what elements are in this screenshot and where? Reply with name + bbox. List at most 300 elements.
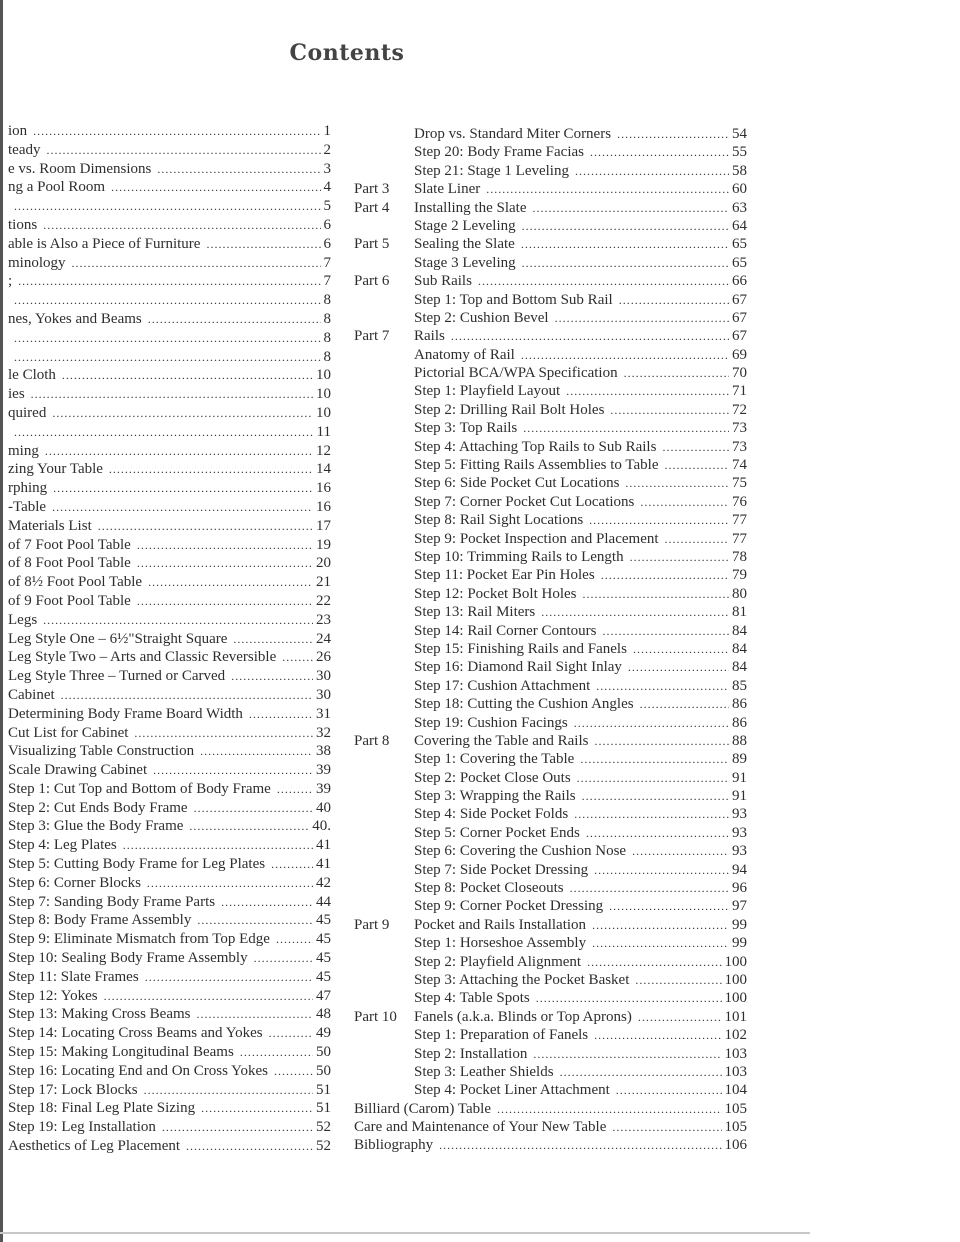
dot-leader <box>162 1118 313 1137</box>
page-number: 106 <box>724 1137 747 1154</box>
dot-leader <box>665 530 729 548</box>
toc-entry <box>354 474 747 492</box>
dot-leader <box>536 989 722 1007</box>
page-number: 52 <box>316 1138 331 1155</box>
toc-entry <box>354 640 747 658</box>
entry-title: Step 3: Wrapping the Rails <box>414 788 576 805</box>
page-number: 66 <box>732 273 747 290</box>
entry-title: quired <box>8 404 47 421</box>
entry-title: teady <box>8 141 41 158</box>
toc-entry <box>354 897 747 915</box>
toc-right-column <box>354 125 747 1155</box>
entry-title: Step 11: Slate Frames <box>8 968 139 985</box>
dot-leader <box>560 1063 722 1081</box>
entry-title: Step 11: Pocket Ear Pin Holes <box>414 567 595 584</box>
page-number: 30 <box>316 686 331 703</box>
toc-entry <box>8 611 331 630</box>
entry-title: minology <box>8 254 66 271</box>
entry-title: Step 5: Fitting Rails Assemblies to Table <box>414 457 659 474</box>
dot-leader <box>18 272 320 291</box>
page-number: 99 <box>732 935 747 952</box>
entry-title: Step 6: Side Pocket Cut Locations <box>414 475 620 492</box>
dot-leader <box>630 548 729 566</box>
dot-leader <box>522 254 729 272</box>
dot-leader <box>14 348 321 367</box>
toc-entry <box>8 780 331 799</box>
toc-entry <box>8 1137 331 1156</box>
toc-entry <box>354 1045 747 1063</box>
page-number: 48 <box>316 1006 331 1023</box>
toc-entry <box>8 178 331 197</box>
page-number: 102 <box>724 1027 747 1044</box>
entry-title: Step 1: Top and Bottom Sub Rail <box>414 291 613 308</box>
dot-leader <box>254 949 313 968</box>
dot-leader <box>625 474 729 492</box>
page-number: 42 <box>316 874 331 891</box>
dot-leader <box>14 291 321 310</box>
toc-entry <box>354 971 747 989</box>
entry-title: Step 13: Making Cross Beams <box>8 1006 191 1023</box>
dot-leader <box>587 953 721 971</box>
page-number: 40. <box>312 818 331 835</box>
entry-title: -Table <box>8 498 47 515</box>
dot-leader <box>31 385 313 404</box>
toc-entry <box>8 160 331 179</box>
page-number: 93 <box>732 824 747 841</box>
entry-title: Step 7: Sanding Body Frame Parts <box>8 893 216 910</box>
page-number: 14 <box>316 461 331 478</box>
toc-entry <box>354 456 747 474</box>
page-number: 86 <box>732 714 747 731</box>
dot-leader <box>619 291 729 309</box>
page-number: 45 <box>316 968 331 985</box>
dot-leader <box>144 1081 313 1100</box>
dot-leader <box>33 122 320 141</box>
entry-title: Step 7: Corner Pocket Cut Locations <box>414 493 635 510</box>
page-number: 21 <box>316 574 331 591</box>
part-label: Part 4 <box>354 199 390 216</box>
dot-leader <box>240 1043 313 1062</box>
toc-entry <box>8 836 331 855</box>
toc-entry <box>8 235 331 254</box>
page-number: 41 <box>316 837 331 854</box>
dot-leader <box>189 817 309 836</box>
page-number: 51 <box>316 1100 331 1117</box>
toc-entry <box>354 879 747 897</box>
page-number: 73 <box>732 420 747 437</box>
entry-title: Step 2: Installation <box>414 1045 528 1062</box>
toc-entry <box>354 291 747 309</box>
page-number: 60 <box>732 181 747 198</box>
dot-leader <box>43 216 320 235</box>
dot-leader <box>532 199 729 217</box>
entry-title: Step 14: Rail Corner Contours <box>414 622 597 639</box>
page-number: 12 <box>316 442 331 459</box>
toc-entry <box>354 364 747 382</box>
entry-title: Step 8: Body Frame Assembly <box>8 912 192 929</box>
entry-title: Sub Rails <box>414 273 472 290</box>
page-number: 39 <box>316 780 331 797</box>
entry-title: Leg Style Two – Arts and Classic Reversible <box>8 649 277 666</box>
dot-leader <box>592 916 729 934</box>
entry-title: of 8½ Foot Pool Table <box>8 574 143 591</box>
toc-entry <box>8 1005 331 1024</box>
page-number: 16 <box>316 498 331 515</box>
entry-title: Step 14: Locating Cross Beams and Yokes <box>8 1025 263 1042</box>
dot-leader <box>594 732 729 750</box>
page-number: 47 <box>316 987 331 1004</box>
dot-leader <box>638 1008 722 1026</box>
dot-leader <box>592 934 729 952</box>
page-number: 45 <box>316 912 331 929</box>
toc-entry <box>354 824 747 842</box>
toc-entry <box>8 987 331 1006</box>
page-number: 5 <box>323 198 331 215</box>
page-number: 76 <box>732 493 747 510</box>
page-number: 38 <box>316 743 331 760</box>
page-number: 41 <box>316 856 331 873</box>
toc-entry <box>8 404 331 423</box>
entry-title: Step 2: Drilling Rail Bolt Holes <box>414 401 605 418</box>
entry-title: Step 1: Cut Top and Bottom of Body Frame <box>8 780 271 797</box>
dot-leader <box>580 750 729 768</box>
toc-entry <box>354 401 747 419</box>
part-label: Part 10 <box>354 1008 397 1025</box>
page-number: 51 <box>316 1081 331 1098</box>
toc-entry <box>8 1062 331 1081</box>
page-number: 100 <box>724 990 747 1007</box>
toc-entry <box>354 438 747 456</box>
page-number: 2 <box>323 141 331 158</box>
dot-leader <box>233 630 313 649</box>
entry-title: ; <box>8 273 13 290</box>
toc-entry <box>8 385 331 404</box>
dot-leader <box>14 197 321 216</box>
entry-title: Step 6: Covering the Cushion Nose <box>414 843 627 860</box>
dot-leader <box>522 217 729 235</box>
page-number: 11 <box>316 423 331 440</box>
toc-entry <box>354 787 747 805</box>
page-number: 4 <box>323 179 331 196</box>
entry-title: Step 4: Side Pocket Folds <box>414 806 569 823</box>
toc-entry <box>354 566 747 584</box>
entry-title: Step 10: Sealing Body Frame Assembly <box>8 950 248 967</box>
page-number: 23 <box>316 611 331 628</box>
dot-leader <box>197 1005 314 1024</box>
toc-entry <box>8 630 331 649</box>
entry-title: Step 1: Playfield Layout <box>414 383 561 400</box>
toc-entry <box>8 667 331 686</box>
entry-title: le Cloth <box>8 367 56 384</box>
entry-title: Step 19: Cushion Facings <box>414 714 568 731</box>
toc-entry <box>8 1118 331 1137</box>
page-number: 54 <box>732 126 747 142</box>
dot-leader <box>221 893 313 912</box>
toc-entry <box>354 714 747 732</box>
entry-title: Slate Liner <box>414 181 481 198</box>
dot-leader <box>14 329 321 348</box>
dot-leader <box>72 254 321 273</box>
page-number: 20 <box>316 555 331 572</box>
toc-entry <box>354 695 747 713</box>
dot-leader <box>589 511 729 529</box>
dot-leader <box>201 1099 313 1118</box>
dot-leader <box>194 799 313 818</box>
dot-leader <box>575 162 729 180</box>
dot-leader <box>590 143 729 161</box>
page-number: 24 <box>316 630 331 647</box>
dot-leader <box>45 442 313 461</box>
toc-entry <box>354 658 747 676</box>
entry-title: Step 15: Making Longitudinal Beams <box>8 1044 234 1061</box>
toc-entry <box>8 742 331 761</box>
page-number: 7 <box>323 273 331 290</box>
dot-leader <box>533 1045 721 1063</box>
entry-title: Step 4: Pocket Liner Attachment <box>414 1082 610 1099</box>
toc-entry <box>8 442 331 461</box>
toc-entry <box>354 327 747 345</box>
dot-leader <box>574 714 729 732</box>
dot-leader <box>249 705 313 724</box>
part-label: Part 9 <box>354 916 390 933</box>
toc-entry <box>8 254 331 273</box>
page-number: 69 <box>732 346 747 363</box>
entry-title: Step 2: Pocket Close Outs <box>414 769 571 786</box>
page-number: 70 <box>732 365 747 382</box>
page-number: 79 <box>732 567 747 584</box>
entry-title: Stage 3 Leveling <box>414 254 516 271</box>
part-label: Part 8 <box>354 732 390 749</box>
page-number: 65 <box>732 254 747 271</box>
dot-leader <box>123 836 313 855</box>
dot-leader <box>523 419 729 437</box>
toc-entry <box>8 1099 331 1118</box>
part-label: Part 5 <box>354 236 390 253</box>
toc-entry <box>354 805 747 823</box>
page-number: 85 <box>732 677 747 694</box>
entry-title: Billiard (Carom) Table <box>354 1100 491 1117</box>
toc-entry <box>8 573 331 592</box>
dot-leader <box>582 787 729 805</box>
dot-leader <box>53 479 313 498</box>
entry-title: Step 3: Top Rails <box>414 420 518 437</box>
entry-title: able is Also a Piece of Furniture <box>8 235 201 252</box>
page-number: 88 <box>732 732 747 749</box>
page-number: 22 <box>316 592 331 609</box>
entry-title: Fanels (a.k.a. Blinds or Top Aprons) <box>414 1008 632 1025</box>
entry-title: Step 3: Glue the Body Frame <box>8 818 184 835</box>
page-number: 94 <box>732 861 747 878</box>
bottom-rule <box>0 1232 810 1234</box>
toc-entry <box>354 677 747 695</box>
page-number: 67 <box>732 309 747 326</box>
toc-entry <box>8 724 331 743</box>
page-number: 100 <box>724 953 747 970</box>
page-number: 105 <box>724 1100 747 1117</box>
entry-title: Leg Style One – 6½"Straight Square <box>8 630 228 647</box>
entry-title: Step 16: Locating End and On Cross Yokes <box>8 1062 268 1079</box>
entry-title: ion <box>8 123 28 139</box>
entry-title: Visualizing Table Construction <box>8 743 195 760</box>
entry-title: Step 12: Yokes <box>8 987 98 1004</box>
page-number: 40 <box>316 799 331 816</box>
entry-title: Step 8: Rail Sight Locations <box>414 512 584 529</box>
entry-title: Step 12: Pocket Bolt Holes <box>414 585 577 602</box>
toc-entry <box>354 861 747 879</box>
entry-title: Step 6: Corner Blocks <box>8 874 141 891</box>
dot-leader <box>231 667 313 686</box>
page-number: 45 <box>316 950 331 967</box>
entry-title: Sealing the Slate <box>414 236 515 253</box>
entry-title: Step 15: Finishing Rails and Fanels <box>414 640 627 657</box>
dot-leader <box>616 1081 722 1099</box>
dot-leader <box>596 677 729 695</box>
toc-entry <box>8 517 331 536</box>
dot-leader <box>451 327 729 345</box>
toc-entry <box>354 382 747 400</box>
entry-title: Covering the Table and Rails <box>414 732 589 749</box>
dot-leader <box>632 842 729 860</box>
dot-leader <box>610 401 729 419</box>
toc-entry <box>8 648 331 667</box>
page-number: 75 <box>732 475 747 492</box>
toc-entry <box>354 309 747 327</box>
dot-leader <box>104 987 313 1006</box>
entry-title: Aesthetics of Leg Placement <box>8 1138 181 1155</box>
entry-title: Step 17: Lock Blocks <box>8 1081 138 1098</box>
dot-leader <box>439 1136 721 1154</box>
dot-leader <box>153 761 313 780</box>
dot-leader <box>61 686 313 705</box>
toc-entry <box>354 1063 747 1081</box>
toc-entry <box>8 329 331 348</box>
entry-title: Scale Drawing Cabinet <box>8 762 148 779</box>
entry-title: Step 1: Preparation of Fanels <box>414 1027 589 1044</box>
dot-leader <box>603 622 730 640</box>
toc-entry <box>8 423 331 442</box>
dot-leader <box>594 1026 721 1044</box>
dot-leader <box>43 611 313 630</box>
toc-entry <box>354 235 747 253</box>
toc-entry <box>8 554 331 573</box>
entry-title: Step 3: Attaching the Pocket Basket <box>414 971 630 988</box>
entry-title: Cut List for Cabinet <box>8 724 129 741</box>
toc-entry <box>8 272 331 291</box>
page-number: 45 <box>316 931 331 948</box>
toc-entry <box>8 592 331 611</box>
entry-title: of 8 Foot Pool Table <box>8 555 131 572</box>
toc-entry <box>354 1008 747 1026</box>
dot-leader <box>137 592 313 611</box>
dot-leader <box>633 640 729 658</box>
entry-title: rphing <box>8 480 48 497</box>
part-label: Part 7 <box>354 328 390 345</box>
entry-title: Cabinet <box>8 686 55 703</box>
entry-title: zing Your Table <box>8 461 103 478</box>
entry-title: Stage 2 Leveling <box>414 217 516 234</box>
page-number: 8 <box>323 348 331 365</box>
page-number: 86 <box>732 696 747 713</box>
page-number: 81 <box>732 604 747 621</box>
toc-entry <box>8 1081 331 1100</box>
dot-leader <box>566 382 729 400</box>
toc-entry <box>8 817 331 836</box>
entry-title: Step 1: Covering the Table <box>414 751 575 768</box>
toc-left-column <box>8 122 331 1156</box>
dot-leader <box>269 1024 313 1043</box>
dot-leader <box>52 404 313 423</box>
page-number: 32 <box>316 724 331 741</box>
dot-leader <box>628 658 729 676</box>
toc-entry <box>354 1118 747 1136</box>
entry-title: Step 7: Side Pocket Dressing <box>414 861 589 878</box>
entry-title: nes, Yokes and Beams <box>8 310 142 327</box>
page-number: 72 <box>732 401 747 418</box>
page-number: 67 <box>732 328 747 345</box>
page-number: 10 <box>316 404 331 421</box>
page-number: 44 <box>316 893 331 910</box>
page-title: Contents <box>289 40 405 66</box>
page-number: 55 <box>732 144 747 161</box>
page-number: 19 <box>316 536 331 553</box>
dot-leader <box>62 366 313 385</box>
entry-title: Rails <box>414 328 445 345</box>
toc-entry <box>354 1081 747 1099</box>
dot-leader <box>577 769 729 787</box>
dot-leader <box>137 554 313 573</box>
dot-leader <box>157 160 320 179</box>
toc-entry <box>8 122 331 141</box>
entry-title: Pocket and Rails Installation <box>414 916 587 933</box>
page-number: 78 <box>732 548 747 565</box>
dot-leader <box>662 438 729 456</box>
toc-entry <box>354 493 747 511</box>
entry-title: Care and Maintenance of Your New Table <box>354 1119 607 1136</box>
toc-entry <box>354 769 747 787</box>
toc-entry <box>354 732 747 750</box>
page-number: 39 <box>316 762 331 779</box>
toc-entry <box>354 603 747 621</box>
entry-title: Step 19: Leg Installation <box>8 1119 156 1136</box>
page-number: 10 <box>316 386 331 403</box>
toc-entry <box>8 911 331 930</box>
toc-entry <box>354 180 747 198</box>
entry-title: Pictorial BCA/WPA Specification <box>414 365 618 382</box>
dot-leader <box>148 310 321 329</box>
page-number: 10 <box>316 367 331 384</box>
page-number: 74 <box>732 457 747 474</box>
entry-title: Step 18: Final Leg Plate Sizing <box>8 1100 196 1117</box>
toc-entry <box>354 916 747 934</box>
entry-title: Step 2: Playfield Alignment <box>414 953 582 970</box>
dot-leader <box>478 272 729 290</box>
dot-leader <box>497 1100 722 1118</box>
dot-leader <box>206 235 320 254</box>
entry-title: Determining Body Frame Board Width <box>8 705 243 722</box>
dot-leader <box>583 585 730 603</box>
dot-leader <box>145 968 313 987</box>
entry-title: Step 3: Leather Shields <box>414 1063 554 1080</box>
toc-entry <box>354 419 747 437</box>
entry-title: Leg Style Three – Turned or Carved <box>8 668 226 685</box>
page-number: 64 <box>732 217 747 234</box>
entry-title: Bibliography <box>354 1137 434 1154</box>
dot-leader <box>486 180 729 198</box>
toc-entry <box>8 705 331 724</box>
toc-entry <box>354 953 747 971</box>
dot-leader <box>137 536 313 555</box>
toc-entry <box>354 346 747 364</box>
